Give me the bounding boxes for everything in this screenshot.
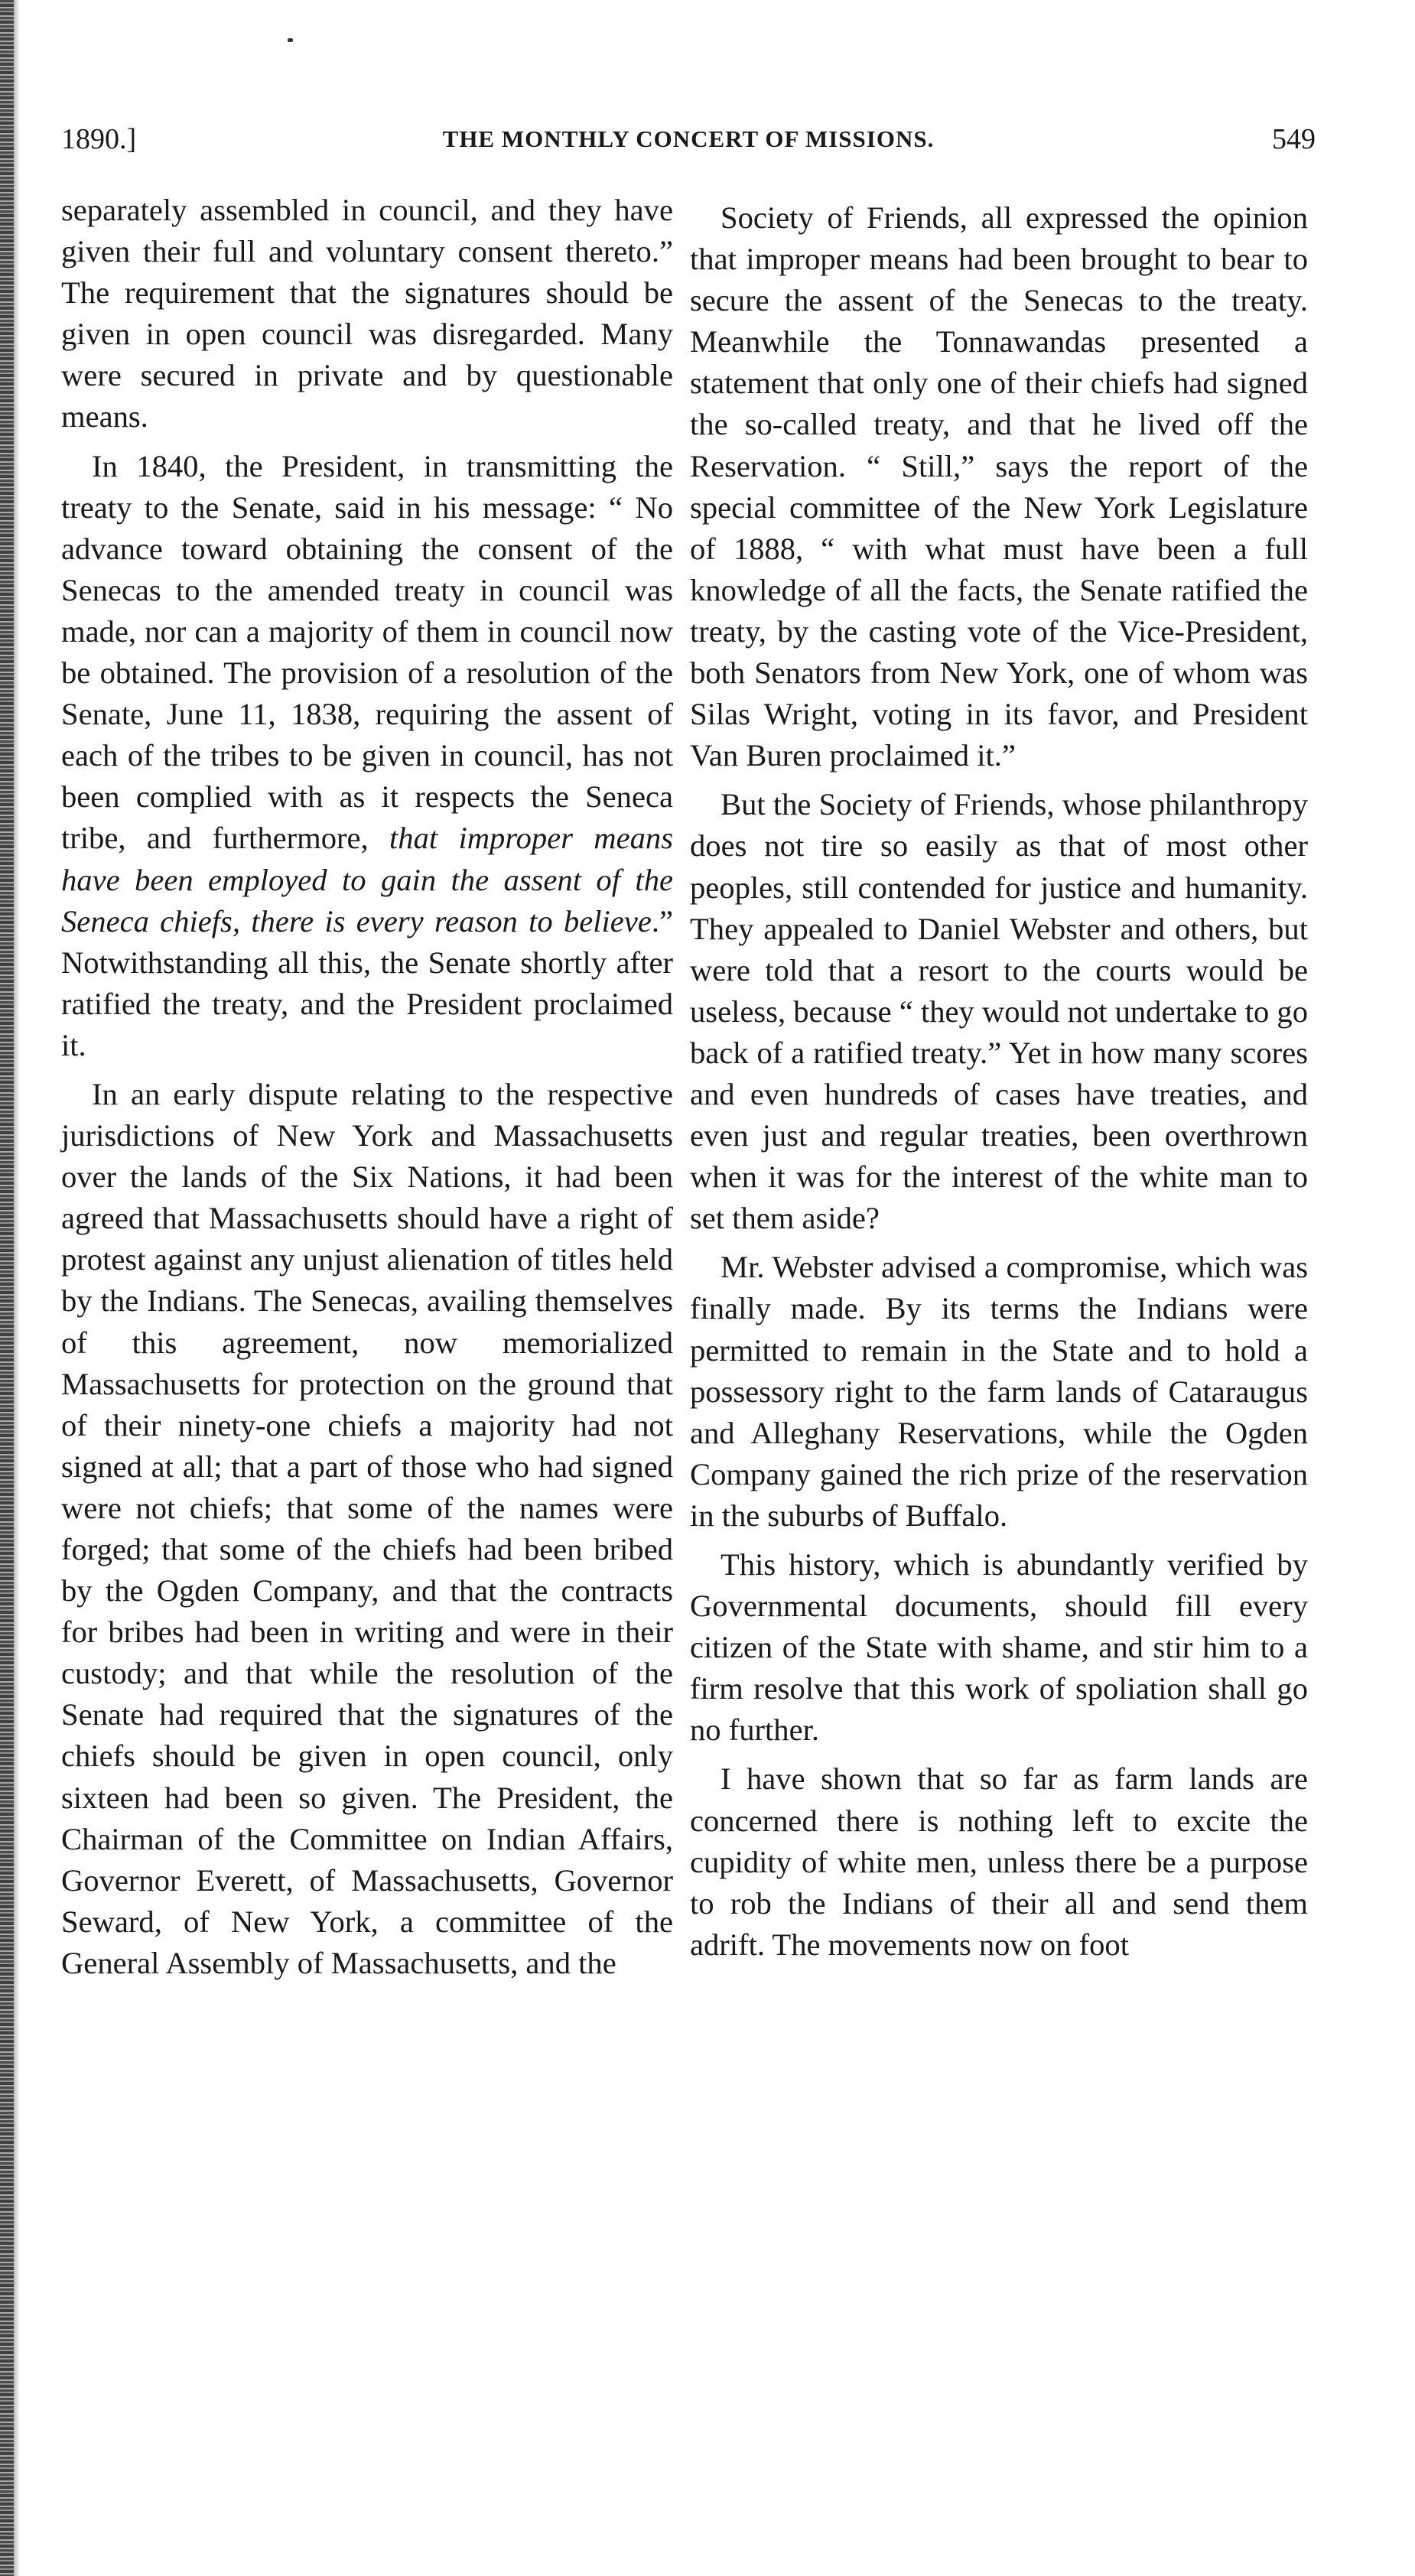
italic-text: that improper means have been employed to gain the assent of the Seneca chiefs, there is every reason to believe	[61, 821, 673, 938]
paragraph-text: In an early dispute relating to the respective jurisdictions of New York and Massachusetts over the lands of the Six Nations, it had been agreed that Massachusetts should have a right of protest against any unjust alienation of titles held by the Indians. The Senecas, availing themselves of this agreement, now memorialized Massachusetts for protection on the ground that of their ninety-one chiefs a majority had not signed at all; that a part of those who had signed were not chiefs; that some of the names were forged; that some of the chiefs had been bribed by the Ogden Company, and that the contracts for bribes had been in writing and were in their custody; and that while the resolution of the Senate had required that the signatures of the chiefs should be given in open council, only sixteen had been so given. The President, the Chairman of the Committee on Indian Affairs, Governor Everett, of Massachusetts, Governor Seward, of New York, a committee of the General Assembly of Massachusetts, and the	[61, 1076, 673, 1980]
paragraph-text: .” Notwithstanding all this, the Senate shortly after ratified the treaty, and the President proclaimed it.	[61, 903, 673, 1062]
page-number: 549	[1272, 123, 1316, 155]
binding-edge	[0, 0, 14, 2576]
left-column	[61, 190, 673, 1984]
paragraph	[61, 1074, 673, 1984]
header-title: THE MONTHLY CONCERT OF MISSIONS.	[442, 125, 935, 152]
header-year: 1890.]	[61, 123, 137, 155]
ink-speck	[288, 38, 293, 42]
paragraph	[690, 1758, 1308, 1965]
paragraph-text: In 1840, the President, in transmitting the treaty to the Senate, said in his message: “ No advance toward obtaining the consent of the Senecas to the amended treaty in council was made, nor can a majority of them in council now be obtained. The provision of a resolution of the Senate, June 11, 1838, requiring the assent of each of the tribes to be given in council, has not been complied with as it respects the Seneca tribe, and furthermore,	[61, 448, 673, 856]
right-column	[690, 190, 1308, 1966]
paragraph-text: This history, which is abundantly verified by Governmental documents, should fill every citizen of the State with shame, and stir him to a firm resolve that this work of spoliation shall go no further.	[690, 1547, 1308, 1748]
paragraph	[690, 1544, 1308, 1751]
paragraph	[690, 784, 1308, 1239]
paragraph	[61, 190, 673, 438]
paragraph	[690, 197, 1308, 776]
binding-shadow	[14, 0, 20, 2576]
paragraph	[61, 446, 673, 1066]
paragraph-text: I have shown that so far as farm lands are concerned there is nothing left to excite the cupidity of white men, unless there be a purpose to rob the Indians of their all and send them adrift. The movements now on foot	[690, 1761, 1308, 1962]
paragraph	[690, 1247, 1308, 1537]
paragraph-text: separately assembled in council, and they have given their full and voluntary consent thereto.” The requirement that the signatures should be given in open council was disregarded. Many were secured in private and by questionable means.	[61, 193, 673, 434]
paragraph-text: But the Society of Friends, whose philanthropy does not tire so easily as that of most other peoples, still contended for justice and humanity. They appealed to Daniel Webster and others, but were told that a resort to the courts would be useless, because “ they would not undertake to go back of a ratified treaty.” Yet in how many scores and even hundreds of cases have treaties, and even just and regular treaties, been overthrown when it was for the interest of the white man to set them aside?	[690, 787, 1308, 1236]
running-head	[61, 116, 1316, 162]
paragraph-text: Society of Friends, all expressed the opinion that improper means had been brought to bear to secure the assent of the Senecas to the treaty. Meanwhile the Tonnawandas presented a statement that only one of their chiefs had signed the so-called treaty, and that he lived off the Reservation. “ Still,” says the report of the special committee of the New York Legislature of 1888, “ with what must have been a full knowledge of all the facts, the Senate ratified the treaty, by the casting vote of the Vice-President, both Senators from New York, one of whom was Silas Wright, voting in its favor, and President Van Buren proclaimed it.”	[690, 200, 1308, 773]
paragraph-text: Mr. Webster advised a compromise, which was finally made. By its terms the Indians were permitted to remain in the State and to hold a possessory right to the farm lands of Cataraugus and Alleghany Reservations, while the Ogden Company gained the rich prize of the reservation in the suburbs of Buffalo.	[690, 1250, 1308, 1533]
